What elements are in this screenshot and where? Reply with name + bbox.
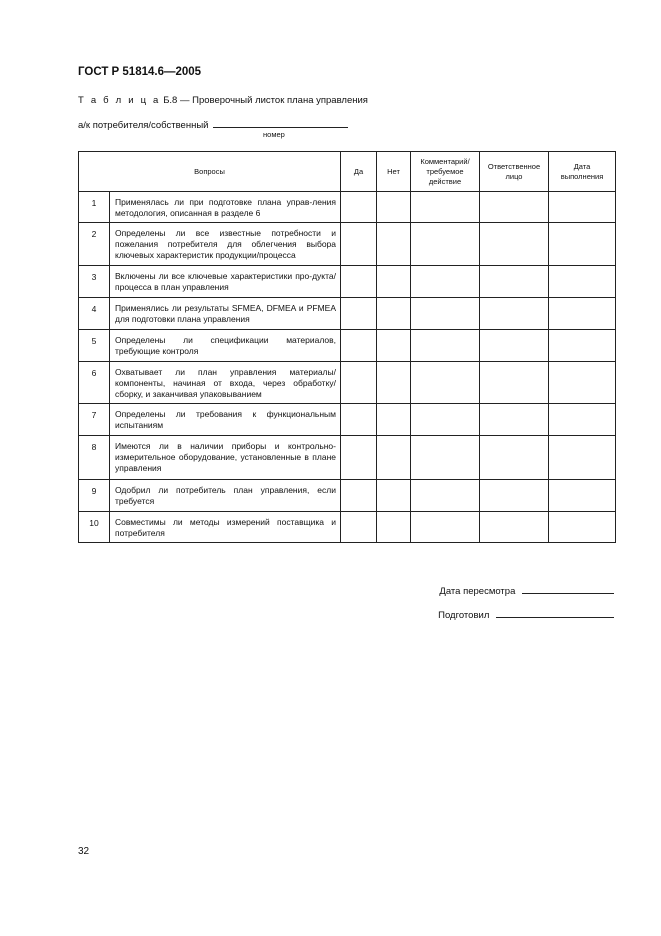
table-row	[79, 404, 616, 436]
cell-responsible[interactable]	[480, 404, 549, 436]
row-question: Совместимы ли методы измерений поставщика и потребителя	[110, 512, 341, 543]
header-responsible-line: Ответственное	[487, 161, 541, 171]
header-responsible	[480, 152, 549, 192]
cell-no[interactable]	[377, 362, 411, 404]
cell-date[interactable]	[549, 223, 616, 266]
cell-yes[interactable]	[341, 362, 377, 404]
cell-no[interactable]	[377, 436, 411, 480]
cell-responsible[interactable]	[480, 436, 549, 480]
cell-date[interactable]	[549, 266, 616, 298]
reference-label: а/к потребителя/собственный	[78, 120, 209, 131]
cell-responsible[interactable]	[480, 330, 549, 362]
cell-comment[interactable]	[411, 192, 480, 223]
cell-responsible[interactable]	[480, 266, 549, 298]
cell-yes[interactable]	[341, 436, 377, 480]
checklist-table	[78, 151, 616, 543]
row-question: Включены ли все ключевые характеристики про-дукта/процесса в план управления	[110, 266, 341, 298]
header-comment-line: требуемое	[426, 166, 464, 176]
table-caption-text: Б.8 — Проверочный листок плана управления	[163, 95, 368, 106]
table-row	[79, 480, 616, 512]
cell-comment[interactable]	[411, 436, 480, 480]
header-date-line: Дата	[573, 161, 591, 171]
table-row	[79, 223, 616, 266]
cell-date[interactable]	[549, 192, 616, 223]
row-question: Определены ли все известные потребности и пожелания потребителя для облегчения выбора ключевых характеристик продукции/процесса	[110, 223, 341, 266]
header-comment-line: действие	[428, 176, 462, 186]
cell-no[interactable]	[377, 480, 411, 512]
cell-comment[interactable]	[411, 480, 480, 512]
row-number: 6	[79, 362, 110, 404]
header-comment	[411, 152, 480, 192]
cell-no[interactable]	[377, 404, 411, 436]
revision-date-line	[439, 584, 614, 597]
header-date-line: выполнения	[560, 171, 604, 181]
cell-comment[interactable]	[411, 223, 480, 266]
cell-no[interactable]	[377, 223, 411, 266]
header-comment-line: Комментарий/	[420, 156, 470, 166]
row-number: 3	[79, 266, 110, 298]
table-row	[79, 192, 616, 223]
row-question: Применялись ли результаты SFMEA, DFMEA и PFMEA для подготовки плана управления	[110, 298, 341, 330]
header-responsible-line: лицо	[505, 171, 523, 181]
prepared-by-label: Подготовил	[438, 610, 490, 621]
cell-no[interactable]	[377, 298, 411, 330]
row-question: Одобрил ли потребитель план управления, если требуется	[110, 480, 341, 512]
cell-yes[interactable]	[341, 192, 377, 223]
row-number: 9	[79, 480, 110, 512]
table-caption	[78, 95, 368, 106]
cell-yes[interactable]	[341, 223, 377, 266]
row-question: Определены ли спецификации материалов, требующие контроля	[110, 330, 341, 362]
header-yes: Да	[341, 152, 377, 192]
cell-responsible[interactable]	[480, 192, 549, 223]
row-question: Применялась ли при подготовке плана управ-ления методология, описанная в разделе 6	[110, 192, 341, 223]
row-number: 10	[79, 512, 110, 543]
table-row	[79, 362, 616, 404]
cell-date[interactable]	[549, 298, 616, 330]
revision-date-blank[interactable]	[522, 584, 614, 594]
revision-date-label: Дата пересмотра	[439, 586, 516, 597]
cell-comment[interactable]	[411, 512, 480, 543]
row-number: 4	[79, 298, 110, 330]
row-number: 5	[79, 330, 110, 362]
reference-blank	[213, 118, 348, 128]
cell-yes[interactable]	[341, 480, 377, 512]
table-row	[79, 298, 616, 330]
row-question: Имеются ли в наличии приборы и контрольно-измерительное оборудование, установленные в плане управления	[110, 436, 341, 480]
prepared-by-blank[interactable]	[496, 608, 614, 618]
cell-no[interactable]	[377, 266, 411, 298]
row-question: Определены ли требования к функциональным испытаниям	[110, 404, 341, 436]
table-header-row	[79, 152, 616, 192]
row-number: 1	[79, 192, 110, 223]
cell-yes[interactable]	[341, 266, 377, 298]
header-date	[549, 152, 616, 192]
document-code: ГОСТ Р 51814.6—2005	[78, 66, 202, 78]
cell-date[interactable]	[549, 512, 616, 543]
row-number: 2	[79, 223, 110, 266]
reference-line	[78, 118, 348, 131]
cell-comment[interactable]	[411, 404, 480, 436]
cell-date[interactable]	[549, 436, 616, 480]
header-questions: Вопросы	[79, 152, 341, 192]
row-question: Охватывает ли план управления материалы/ компоненты, начиная от входа, через обработку/ сборку, и заканчивая упаковыванием	[110, 362, 341, 404]
cell-yes[interactable]	[341, 330, 377, 362]
cell-comment[interactable]	[411, 266, 480, 298]
cell-date[interactable]	[549, 330, 616, 362]
cell-responsible[interactable]	[480, 223, 549, 266]
cell-responsible[interactable]	[480, 362, 549, 404]
cell-comment[interactable]	[411, 330, 480, 362]
cell-responsible[interactable]	[480, 512, 549, 543]
prepared-by-line	[438, 608, 614, 621]
cell-date[interactable]	[549, 404, 616, 436]
cell-yes[interactable]	[341, 512, 377, 543]
row-number: 8	[79, 436, 110, 480]
cell-yes[interactable]	[341, 404, 377, 436]
reference-sublabel: номер	[263, 130, 285, 139]
cell-yes[interactable]	[341, 298, 377, 330]
cell-comment[interactable]	[411, 362, 480, 404]
cell-no[interactable]	[377, 512, 411, 543]
cell-date[interactable]	[549, 362, 616, 404]
header-no: Нет	[377, 152, 411, 192]
cell-no[interactable]	[377, 330, 411, 362]
cell-comment[interactable]	[411, 298, 480, 330]
table-row	[79, 330, 616, 362]
table-row	[79, 512, 616, 543]
cell-date[interactable]	[549, 480, 616, 512]
table-row	[79, 436, 616, 480]
cell-responsible[interactable]	[480, 298, 549, 330]
table-row	[79, 266, 616, 298]
page-number: 32	[78, 846, 90, 857]
cell-no[interactable]	[377, 192, 411, 223]
row-number: 7	[79, 404, 110, 436]
cell-responsible[interactable]	[480, 480, 549, 512]
table-caption-prefix: Т а б л и ц а	[78, 95, 161, 106]
